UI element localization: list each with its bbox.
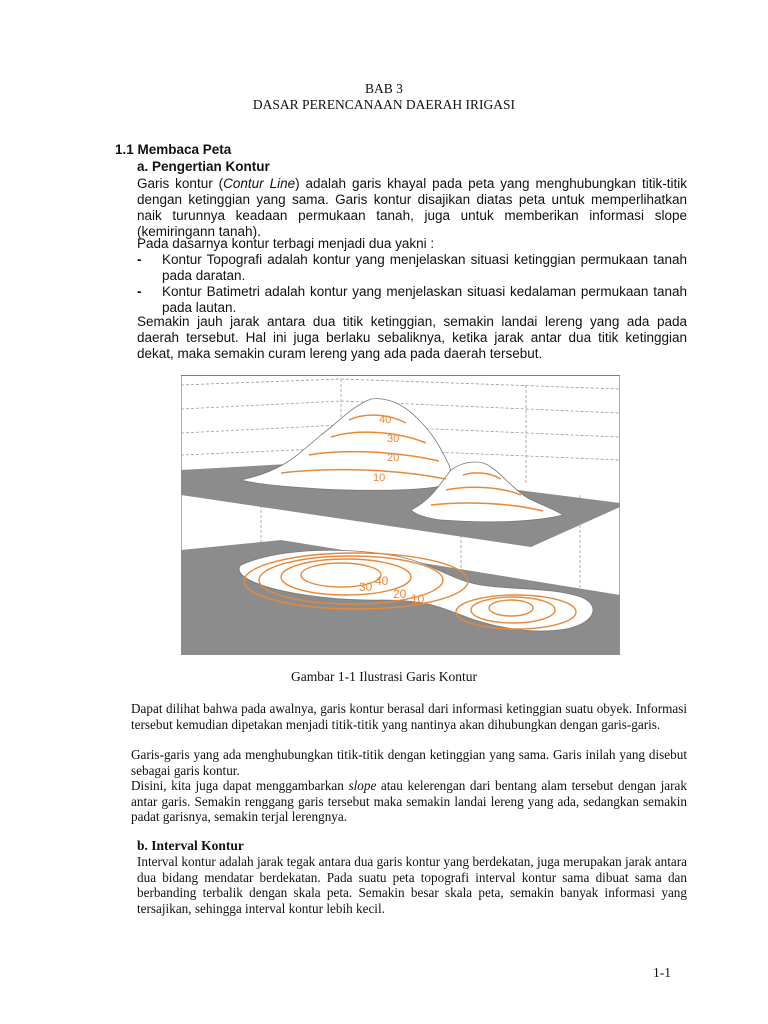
list-item bbox=[137, 284, 687, 316]
contour-label: 20 bbox=[387, 452, 400, 464]
contour-label: 30 bbox=[359, 580, 373, 594]
figure-caption: Gambar 1-1 Ilustrasi Garis Kontur bbox=[291, 669, 477, 684]
paragraph-origin: Dapat dilihat bahwa pada awalnya, garis kontur berasal dari informasi ketinggian suatu obyek. Informasi tersebut kemudian dipetakan menjadi titik-titik yang nantinya akan dihubungkan dengan garis-garis. bbox=[131, 701, 687, 732]
list-item bbox=[137, 252, 687, 284]
bullet-list bbox=[137, 252, 687, 316]
page-number: 1-1 bbox=[653, 965, 671, 980]
paragraph-text: Disini, kita juga dapat menggambarkan bbox=[131, 778, 349, 793]
paragraph-definition bbox=[137, 176, 687, 240]
italic-term: Contur Line bbox=[223, 176, 296, 191]
list-item-text: Kontur Topografi adalah kontur yang menjelaskan situasi ketinggian permukaan tanah pada daratan. bbox=[162, 252, 687, 284]
list-item-text: Kontur Batimetri adalah kontur yang menjelaskan situasi kedalaman permukaan tanah pada lautan. bbox=[162, 284, 687, 316]
paragraph-text: ) adalah garis khayal pada peta yang menghubungkan titik-titik dengan ketinggian yang sama. Garis kontur disajikan diatas peta untuk memperlihatkan naik turunnya keadaan permukaan tanah, juga untuk memberikan informasi slope (kemiringann tanah). bbox=[137, 176, 687, 240]
paragraph-slope-illustration bbox=[131, 778, 687, 825]
section-title: 1.1 Membaca Peta bbox=[115, 142, 232, 157]
mountain-large bbox=[241, 399, 450, 491]
contour-label: 20 bbox=[393, 587, 407, 601]
bullet-mark: - bbox=[137, 252, 142, 267]
bullet-mark: - bbox=[137, 284, 142, 300]
paragraph-interval: Interval kontur adalah jarak tegak antara dua garis kontur yang berdekatan, juga merupakan jarak antara dua bidang mendatar berdekatan. Pada suatu peta topografi interval kontur sama dibuat sama dan berbanding terbalik dengan skala peta. Semakin besar skala peta, semakin banyak informasi yang tersajikan, sehingga interval kontur lebih kecil. bbox=[137, 854, 687, 916]
chapter-title: DASAR PERENCANAAN DAERAH IRIGASI bbox=[252, 97, 516, 112]
contour-label: 40 bbox=[375, 574, 389, 588]
italic-term: slope bbox=[348, 778, 377, 793]
contour-label: 40 bbox=[379, 414, 392, 426]
paragraph-contour-definition: Garis-garis yang ada menghubungkan titik-titik dengan ketinggian yang sama. Garis inilah yang disebut sebagai garis kontur. bbox=[131, 747, 687, 778]
contour-label: 30 bbox=[387, 433, 400, 445]
paragraph-slope: Semakin jauh jarak antara dua titik ketinggian, semakin landai lereng yang ada pada daerah tersebut. Hal ini juga berlaku sebaliknya, ketika jarak antar dua titik ketinggian dekat, maka semakin curam lereng yang ada pada daerah tersebut. bbox=[137, 314, 687, 362]
chapter-number: BAB 3 bbox=[365, 81, 403, 96]
contour-illustration bbox=[181, 375, 620, 655]
subsection-b-title: b. Interval Kontur bbox=[137, 838, 244, 853]
paragraph-text: atau kelerengan dari bentang alam tersebut dengan jarak antar garis. Semakin renggang garis tersebut maka semakin landai lereng yang ada, sedangkan semakin padat garisnya, semakin terjal lerengnya. bbox=[131, 778, 687, 825]
contour-figure bbox=[181, 375, 620, 655]
subsection-a-title: a. Pengertian Kontur bbox=[137, 159, 270, 174]
paragraph-text: Garis kontur ( bbox=[137, 176, 224, 191]
contour-label: 10 bbox=[411, 592, 425, 606]
contour-label: 10 bbox=[373, 472, 386, 484]
paragraph-types: Pada dasarnya kontur terbagi menjadi dua yakni : bbox=[137, 236, 435, 251]
